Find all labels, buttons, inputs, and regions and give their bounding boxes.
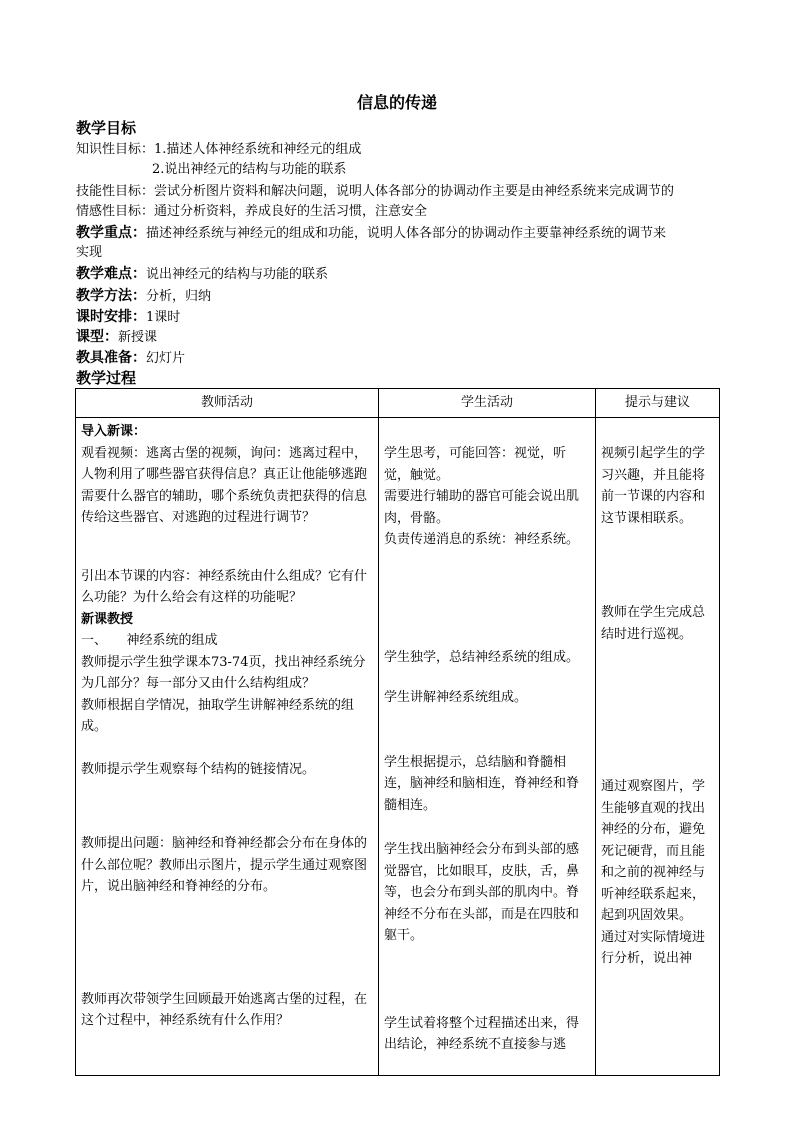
student-step-2: 需要进行辅助的器官可能会说出肌肉，骨骼。 [384,489,580,526]
hint-4: 通过对实际情境进行分析，说出神 [601,929,706,966]
schedule-text: 1课时 [146,310,181,325]
key-points-label: 教学重点： [76,225,146,241]
teacher-step-1: 教师提示学生独学课本73-74页，找出神经系统分为几部分？每一部分又由什么结构组成？ [81,654,366,691]
new-lesson-heading: 新课教授 [81,611,134,627]
schedule-label: 课时安排： [76,309,146,325]
knowledge-text-1: 1.描述人体神经系统和神经元的组成 [154,142,362,157]
process-heading: 教学过程 [76,369,137,387]
skill-label: 技能性目标： [76,184,155,199]
hints-cell [596,418,720,1076]
lesson-type-text: 新授课 [118,330,158,345]
tools-label: 教具准备： [76,350,146,366]
lesson-type-label: 课型： [76,329,118,345]
emotion-label: 情感性目标： [76,204,155,219]
hint-3: 通过观察图片，学生能够直观的找出神经的分布，避免死记硬背，而且能和之前的视神经与听神经联系起来，起到巩固效果。 [601,779,706,923]
teacher-step-4: 教师提出问题：脑神经和脊神经都会分布在身体的什么部位呢？教师出示图片，提示学生通过观察图片，说出脑神经和脊神经的分布。 [81,836,368,894]
knowledge-objective-1 [76,140,361,160]
lesson-type [76,327,157,348]
teacher-step-5: 教师再次带领学生回顾最开始逃离古堡的过程，在这个过程中，神经系统有什么作用？ [81,991,368,1028]
tools-text: 幻灯片 [146,351,186,366]
emotion-text: 通过分析资料，养成良好的生活习惯，注意安全 [154,204,428,219]
method [76,286,211,307]
intro-text: 观看视频：逃离古堡的视频，询问：逃离过程中，人物利用了哪些器官获得信息？真正让他能够逃跑需要什么器官的辅助，哪个系统负责把获得的信息传给这些器官、对逃跑的过程进行调节？ [81,445,368,525]
difficulty-label: 教学难点： [76,266,146,282]
hint-1: 视频引起学生的学习兴趣，并且能将前一节课的内容和这节课相联系。 [601,446,706,526]
student-step-5: 学生讲解神经系统组成。 [384,690,528,705]
document-title: 信息的传递 [356,93,437,112]
key-points-text-1: 描述神经系统与神经元的组成和功能，说明人体各部分的协调动作主要靠神经系统的调节来 [146,226,667,241]
hint-2: 教师在学生完成总结时进行巡视。 [601,605,706,642]
key-points-text-2: 实现 [76,245,103,260]
lead-text: 引出本节课的内容：神经系统由什么组成？它有什么功能？为什么给会有这样的功能呢？ [81,568,368,605]
student-step-6: 学生根据提示，总结脑和脊髓相连，脑神经和脑相连，脊神经和脊髓相连。 [384,754,580,813]
teacher-step-3: 教师提示学生观察每个结构的链接情况。 [81,761,316,777]
header-teacher-activity: 教师活动 [76,389,379,418]
section-1-heading: 一、 神经系统的组成 [81,633,218,648]
schedule [76,307,180,328]
student-step-4: 学生独学，总结神经系统的组成。 [384,649,580,665]
teacher-step-2: 教师根据自学情况，抽取学生讲解神经系统的组成。 [81,697,355,734]
skill-text: 尝试分析图片资料和解决问题，说明人体各部分的协调动作主要是由神经系统来完成调节的 [154,184,675,199]
student-step-3: 负责传递消息的系统：神经系统。 [384,532,580,547]
objectives-heading: 教学目标 [76,119,137,137]
student-step-1: 学生思考，可能回答：视觉，听觉，触觉。 [384,446,567,483]
knowledge-label: 知识性目标： [76,142,155,157]
header-hints: 提示与建议 [596,389,720,418]
student-step-7: 学生找出脑神经会分布到头部的感觉器官，比如眼耳，皮肤，舌，鼻等，也会分布到头部的肌肉中。脊神经不分布在头部，而是在四肢和躯干。 [384,842,580,943]
method-text: 分析，归纳 [146,289,212,304]
tools [76,348,185,369]
table-row [76,418,720,1076]
teaching-process-table [75,388,720,1076]
method-label: 教学方法： [76,288,146,304]
teacher-activity-cell [76,418,379,1076]
intro-heading: 导入新课： [81,424,147,439]
difficulty [76,264,328,285]
header-student-activity: 学生活动 [379,389,596,418]
student-activity-cell [379,418,596,1076]
key-points [76,223,666,244]
knowledge-objective-2: 2.说出神经元的结构与功能的联系 [152,162,347,177]
skill-objective [76,182,674,202]
student-step-8: 学生试着将整个过程描述出来，得出结论，神经系统不直接参与逃 [384,1015,580,1052]
table-header-row [76,389,720,418]
emotion-objective [76,202,427,222]
difficulty-text: 说出神经元的结构与功能的联系 [146,267,329,282]
